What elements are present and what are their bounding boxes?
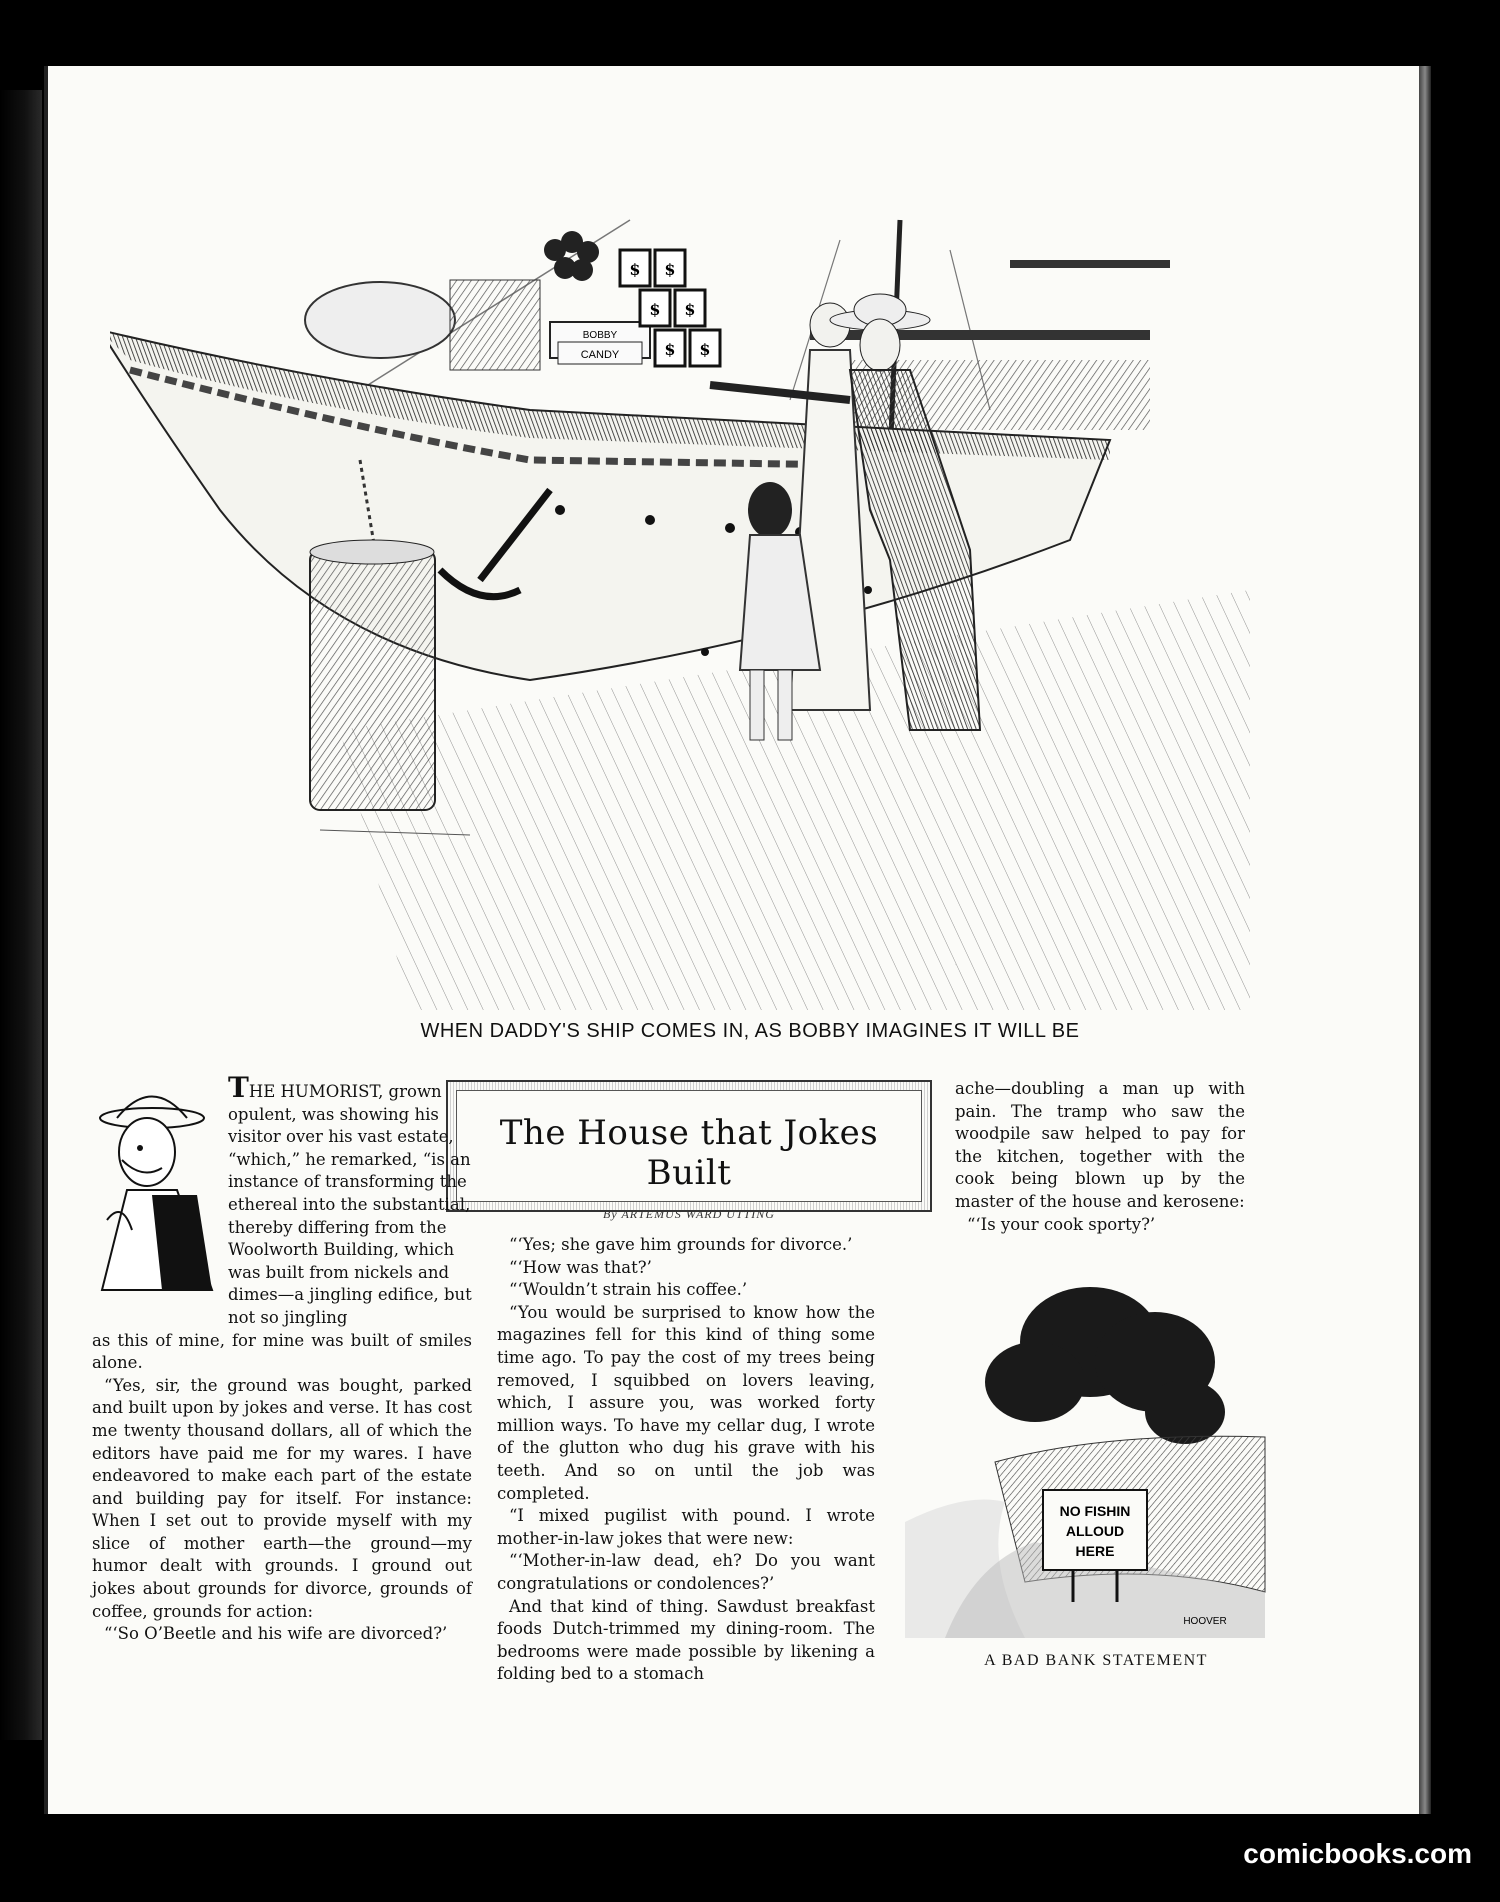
candy-label: CANDY bbox=[580, 349, 620, 361]
dollar-sign: $ bbox=[699, 340, 711, 359]
article-column-3 bbox=[955, 1078, 1245, 1236]
paragraph: ache—doubling a man up with pain. The tramp who saw the woodpile saw helped to pay for the kitchen, together with the cook being blown up by the master of the house and kerosene: bbox=[955, 1079, 1245, 1211]
crate-label: BOBBY bbox=[582, 330, 618, 341]
ship-illustration bbox=[110, 210, 1250, 1010]
dollar-sign: $ bbox=[649, 300, 661, 319]
drop-cap: T bbox=[228, 1071, 249, 1104]
bank-caption: A BAD BANK STATEMENT bbox=[984, 1652, 1208, 1669]
lead-paragraph: HE HUMORIST, grown opulent, was showing his visitor over his vast estate, “which,” he remarked, “is an instance of transforming the ethereal into the substantial, thereby differing from the Woolworth Building, which was built from nickels and dimes—a jingling edifice, but not so jingling bbox=[228, 1082, 472, 1327]
paragraph: “‘Mother-in-law dead, eh? Do you want congratulations or condolences?’ bbox=[497, 1551, 875, 1593]
paragraph: “‘How was that?’ bbox=[509, 1257, 652, 1277]
riverbank-illustration bbox=[905, 1262, 1287, 1638]
paragraph: “‘Is your cook sporty?’ bbox=[967, 1214, 1156, 1234]
lead-paragraph-tail: as this of mine, for mine was built of smiles alone. bbox=[92, 1330, 472, 1373]
humorist-caricature bbox=[92, 1080, 222, 1292]
sign-text-3: HERE bbox=[1075, 1543, 1115, 1559]
article-title: The House that Jokes Built bbox=[499, 1113, 879, 1193]
book-spine-shadow bbox=[0, 90, 42, 1740]
illustration-caption: WHEN DADDY'S SHIP COMES IN, AS BOBBY IMAGINES IT WILL BE bbox=[420, 1020, 1080, 1042]
paragraph: And that kind of thing. Sawdust breakfast foods Dutch-trimmed my dining-room. The bedrooms were made possible by likening a folding bed to a stomach bbox=[497, 1596, 875, 1684]
paragraph: “‘Yes; she gave him grounds for divorce.’ bbox=[509, 1235, 853, 1254]
article-title-box bbox=[446, 1080, 932, 1221]
dollar-sign: $ bbox=[664, 260, 676, 279]
paragraph: “‘So O’Beetle and his wife are divorced?’ bbox=[104, 1624, 448, 1644]
paragraph: “‘Wouldn’t strain his coffee.’ bbox=[509, 1280, 748, 1300]
sign-text-2: ALLOUD bbox=[1065, 1523, 1125, 1539]
page-edge bbox=[1419, 66, 1431, 1814]
paragraph: “Yes, sir, the ground was bought, parked and built upon by jokes and verse. It has cost me twenty thousand dollars, all of which the editors have paid me for my wares. I have endeavored to make each part of the estate and building pay for itself. For instance: When I set out to provide myself with my slice of mother earth—the ground—my humor dealt with grounds. I ground out jokes about grounds for divorce, grounds of coffee, grounds for action: bbox=[92, 1375, 472, 1621]
article-column-1 bbox=[92, 1071, 472, 1646]
article-byline: By ARTEMUS WARD UTTING bbox=[603, 1207, 775, 1221]
dollar-sign: $ bbox=[684, 300, 696, 319]
article-column-2 bbox=[497, 1234, 875, 1686]
artist-signature: HOOVER bbox=[1183, 1616, 1227, 1627]
dollar-sign: $ bbox=[629, 260, 641, 279]
paragraph: “I mixed pugilist with pound. I wrote mother-in-law jokes that were new: bbox=[497, 1506, 875, 1548]
dollar-sign: $ bbox=[664, 340, 676, 359]
sign-text-1: NO FISHIN bbox=[1059, 1503, 1131, 1519]
site-watermark: comicbooks.com bbox=[1243, 1838, 1472, 1869]
paragraph: “You would be surprised to know how the magazines fell for this kind of thing some time ago. To pay the cost of my trees being removed, I squibbed on lovers leaving, which, I assure you, was worked forty million ways. To have my cellar dug, I wrote of the glutton who dug his grave with his teeth. And so on until the job was completed. bbox=[497, 1302, 875, 1503]
